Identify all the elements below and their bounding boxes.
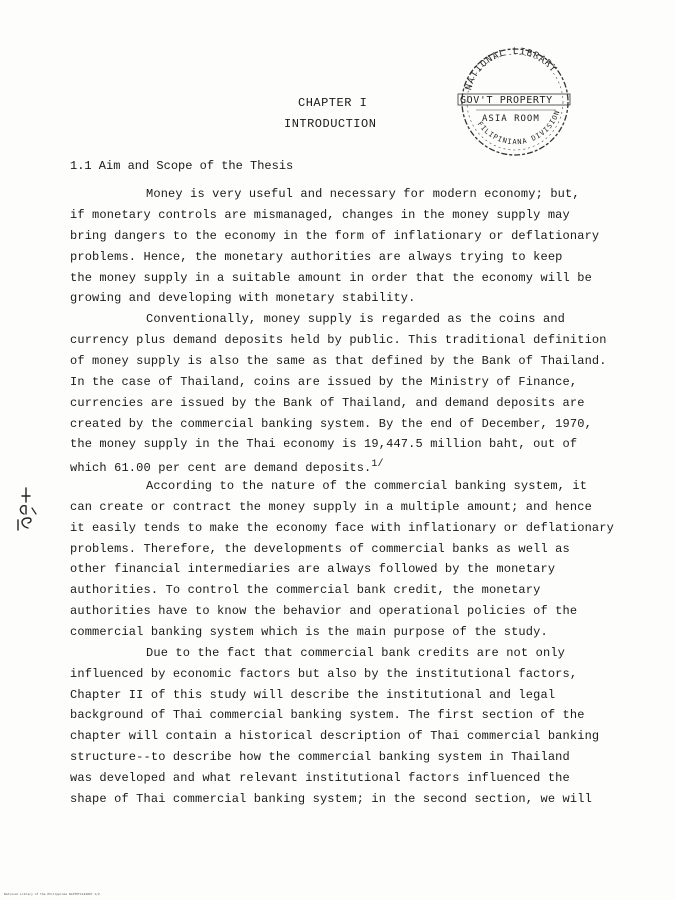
text-line: According to the nature of the commercial banking system, it xyxy=(146,479,588,493)
library-stamp-icon xyxy=(452,40,577,160)
text-line: problems. Therefore, the developments of commercial banks as well as xyxy=(70,542,570,556)
section-heading: 1.1 Aim and Scope of the Thesis xyxy=(70,159,294,173)
text-line: authorities have to know the behavior and operational policies of the xyxy=(70,604,578,618)
text-line: the money supply in a suitable amount in order that the economy will be xyxy=(70,271,592,285)
text-line: of money supply is also the same as that defined by the Bank of Thailand. xyxy=(70,354,607,368)
chapter-title: INTRODUCTION xyxy=(284,117,377,131)
text-line: problems. Hence, the monetary authorities are always trying to keep xyxy=(70,250,563,264)
chapter-number: CHAPTER I xyxy=(298,96,368,110)
text-line: created by the commercial banking system. By the end of December, 1970, xyxy=(70,417,592,431)
text-line: authorities. To control the commercial bank credit, the monetary xyxy=(70,583,541,597)
stamp-bottom-text: FILIPINIANA DIVISION xyxy=(475,108,562,147)
text-line: influenced by economic factors but also by the institutional factors, xyxy=(70,667,578,681)
text-line: was developed and what relevant institutional factors influenced the xyxy=(70,771,570,785)
text-line: chapter will contain a historical description of Thai commercial banking xyxy=(70,729,600,743)
text-line: Chapter II of this study will describe the institutional and legal xyxy=(70,688,556,702)
text-line: In the case of Thailand, coins are issued by the Ministry of Finance, xyxy=(70,375,578,389)
page-footer: National Library of the Philippines NLPTPT1144007 1/2 xyxy=(4,892,100,896)
stamp-property-text: GOV'T PROPERTY xyxy=(460,95,553,106)
text-line: other financial intermediaries are always followed by the monetary xyxy=(70,562,556,576)
text-line: Due to the fact that commercial bank credits are not only xyxy=(146,646,566,660)
text-line: currency plus demand deposits held by public. This traditional definition xyxy=(70,333,607,347)
text-line: bring dangers to the economy in the form of inflationary or deflationary xyxy=(70,229,600,243)
text-line: growing and developing with monetary stability. xyxy=(70,291,416,305)
svg-text:NATIONAL LIBRARY xyxy=(464,47,559,91)
text-line: background of Thai commercial banking system. The first section of the xyxy=(70,708,585,722)
stamp-ring-text: NATIONAL LIBRARY xyxy=(464,46,559,92)
text-line: can create or contract the money supply in a multiple amount; and hence xyxy=(70,500,592,514)
text-line: which 61.00 per cent are demand deposits. xyxy=(70,461,372,475)
text-line: structure--to describe how the commercial banking system in Thailand xyxy=(70,750,570,764)
text-line: if monetary controls are mismanaged, changes in the money supply may xyxy=(70,208,570,222)
handwritten-margin-note-icon xyxy=(10,478,40,538)
stamp-division-text: ASIA ROOM xyxy=(482,114,540,124)
text-line: currencies are issued by the Bank of Thailand, and demand deposits are xyxy=(70,396,585,410)
text-line: commercial banking system which is the main purpose of the study. xyxy=(70,625,548,639)
text-line: Money is very useful and necessary for modern economy; but, xyxy=(146,187,580,201)
text-line-with-footnote xyxy=(70,458,384,475)
text-line: it easily tends to make the economy face with inflationary or deflationary xyxy=(70,521,614,535)
footnote-marker: 1/ xyxy=(371,459,384,470)
text-line: the money supply in the Thai economy is 19,447.5 million baht, out of xyxy=(70,437,578,451)
text-line: Conventionally, money supply is regarded as the coins and xyxy=(146,312,566,326)
text-line: shape of Thai commercial banking system; in the second section, we will xyxy=(70,792,592,806)
